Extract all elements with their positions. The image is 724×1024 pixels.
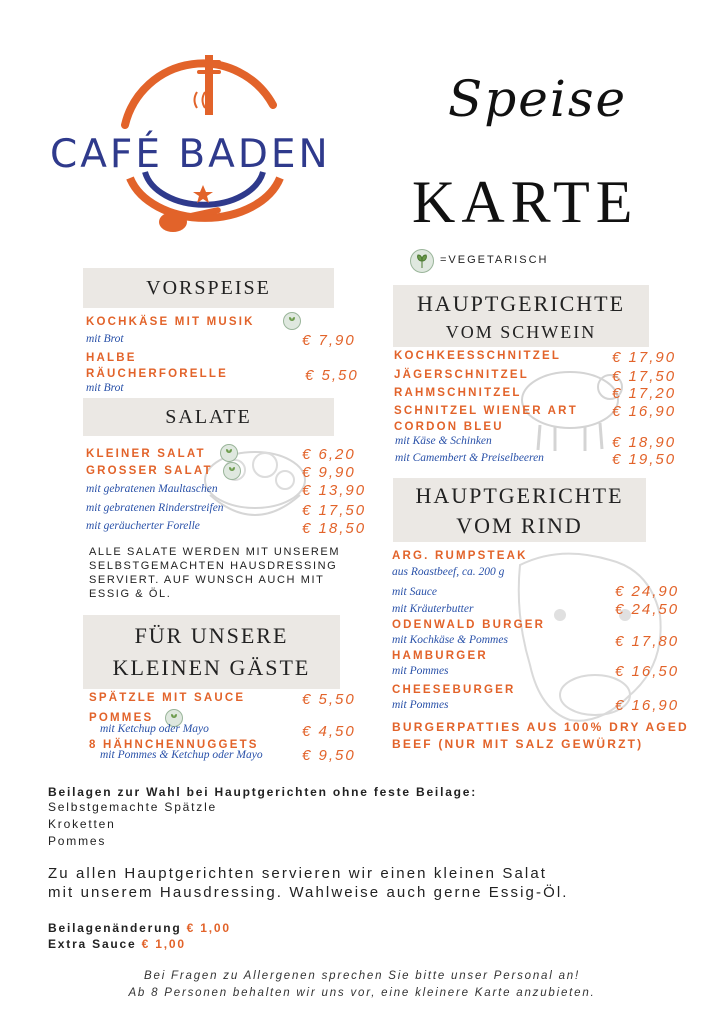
category-rind-line2: VOM RIND xyxy=(456,513,583,538)
item-price: € 13,90 xyxy=(302,482,367,499)
brand-name: CAFÉ BADEN xyxy=(50,132,331,177)
item-price: € 9,90 xyxy=(302,464,356,481)
burger-note: BEEF (NUR MIT SALZ GEWÜRZT) xyxy=(392,737,644,751)
extra-sauce xyxy=(48,937,186,951)
item-name: HAMBURGER xyxy=(392,650,488,662)
extra-beilage xyxy=(48,921,231,935)
category-rind-line1: HAUPTGERICHTE xyxy=(415,483,624,508)
item-desc: mit Käse & Schinken xyxy=(395,435,492,447)
item-name: KOCHKEESSCHNITZEL xyxy=(394,350,562,362)
item-desc: mit Brot xyxy=(86,382,124,394)
footer-line: Bei Fragen zu Allergenen sprechen Sie bitte unser Personal an! xyxy=(144,970,580,982)
vegetarian-icon xyxy=(223,462,241,480)
category-kinder xyxy=(83,615,340,689)
item-price: € 17,90 xyxy=(612,349,677,366)
item-desc: mit Kräuterbutter xyxy=(392,603,474,615)
category-kinder-line1: FÜR UNSERE xyxy=(134,623,289,648)
vegetarian-icon xyxy=(220,444,238,462)
item-desc: mit Pommes xyxy=(392,665,449,677)
category-vorspeise: VORSPEISE xyxy=(83,268,334,308)
item-price: € 18,90 xyxy=(612,434,677,451)
item-price: € 6,20 xyxy=(302,446,356,463)
heading-karte: KARTE xyxy=(412,169,639,235)
item-name: HALBE xyxy=(86,352,137,364)
category-kinder-line2: KLEINEN GÄSTE xyxy=(112,655,311,680)
beilage-item: Kroketten xyxy=(48,817,116,831)
category-schwein-line1: HAUPTGERICHTE xyxy=(416,291,626,316)
item-price: € 5,50 xyxy=(305,367,359,384)
footer-line: Ab 8 Personen behalten wir uns vor, eine kleinere Karte anzubieten. xyxy=(128,987,596,999)
item-price: € 16,90 xyxy=(615,697,680,714)
item-price: € 4,50 xyxy=(302,723,356,740)
category-schwein-line2: VOM SCHWEIN xyxy=(445,322,597,342)
salat-info-line: Zu allen Hauptgerichten servieren wir einen kleinen Salat xyxy=(48,865,548,882)
vegetarian-icon xyxy=(410,249,434,273)
item-price: € 17,50 xyxy=(612,368,677,385)
extra-sauce-price: € 1,00 xyxy=(141,937,186,951)
item-price: € 17,20 xyxy=(612,385,677,402)
item-name: CHEESEBURGER xyxy=(392,684,516,696)
item-desc: mit geräucherter Forelle xyxy=(86,520,200,532)
item-desc: mit Pommes & Ketchup oder Mayo xyxy=(100,749,263,761)
item-price: € 24,50 xyxy=(615,601,680,618)
item-desc: mit Camembert & Preiselbeeren xyxy=(395,452,544,464)
item-price: € 16,90 xyxy=(612,403,677,420)
item-desc: mit gebratenen Rinderstreifen xyxy=(86,502,224,514)
item-name: KOCHKÄSE MIT MUSIK xyxy=(86,316,255,328)
item-name: RAHMSCHNITZEL xyxy=(394,387,522,399)
item-price: € 17,50 xyxy=(302,502,367,519)
item-price: € 9,50 xyxy=(302,747,356,764)
item-price: € 5,50 xyxy=(302,691,356,708)
logo xyxy=(45,50,355,235)
item-name: CORDON BLEU xyxy=(394,421,504,433)
item-price: € 24,90 xyxy=(615,583,680,600)
item-price: € 16,50 xyxy=(615,663,680,680)
item-price: € 7,90 xyxy=(302,332,356,349)
item-price: € 19,50 xyxy=(612,451,677,468)
item-desc: mit Sauce xyxy=(392,586,438,598)
item-name: ARG. RUMPSTEAK xyxy=(392,550,528,562)
item-desc: mit Brot xyxy=(86,333,124,345)
vegetarian-icon xyxy=(283,312,301,330)
item-name: ODENWALD BURGER xyxy=(392,619,546,631)
item-desc: mit Ketchup oder Mayo xyxy=(100,723,209,735)
beilage-item: Selbstgemachte Spätzle xyxy=(48,800,218,814)
item-desc: mit gebratenen Maultaschen xyxy=(86,483,218,495)
beilagen-title: Beilagen zur Wahl bei Hauptgerichten ohne feste Beilage: xyxy=(48,785,478,799)
item-name: POMMES xyxy=(89,712,154,724)
item-desc: mit Kochkäse & Pommes xyxy=(392,634,508,646)
beilage-item: Pommes xyxy=(48,834,107,848)
item-name: SPÄTZLE MIT SAUCE xyxy=(89,692,246,704)
heading-speise: Speise xyxy=(448,70,628,128)
extra-beilage-price: € 1,00 xyxy=(186,921,231,935)
salat-info-line: mit unserem Hausdressing. Wahlweise auch gerne Essig-Öl. xyxy=(48,884,569,901)
item-name: 8 HÄHNCHENNUGGETS xyxy=(89,739,259,751)
item-name: GROSSER SALAT xyxy=(86,465,213,477)
burger-note: BURGERPATTIES AUS 100% DRY AGED xyxy=(392,720,689,734)
item-price: € 17,80 xyxy=(615,633,680,650)
extra-sauce-label: Extra Sauce xyxy=(48,937,137,951)
salate-note: ALLE SALATE WERDEN MIT UNSEREM SELBSTGEMACHTEN HAUSDRESSING SERVIERT. AUF WUNSCH AUCH MIT ESSIG & ÖL. xyxy=(89,546,341,600)
extra-beilage-label: Beilagenänderung xyxy=(48,921,182,935)
category-salate: SALATE xyxy=(83,398,334,436)
item-desc: mit Pommes xyxy=(392,699,449,711)
item-desc: aus Roastbeef, ca. 200 g xyxy=(392,566,505,578)
item-name: KLEINER SALAT xyxy=(86,448,206,460)
item-name: JÄGERSCHNITZEL xyxy=(394,369,529,381)
category-schwein xyxy=(393,285,649,347)
vegetarian-legend: =VEGETARISCH xyxy=(440,254,549,266)
item-price: € 18,50 xyxy=(302,520,367,537)
category-rind xyxy=(393,478,646,542)
item-name: SCHNITZEL WIENER ART xyxy=(394,405,578,417)
item-name: RÄUCHERFORELLE xyxy=(86,368,228,380)
